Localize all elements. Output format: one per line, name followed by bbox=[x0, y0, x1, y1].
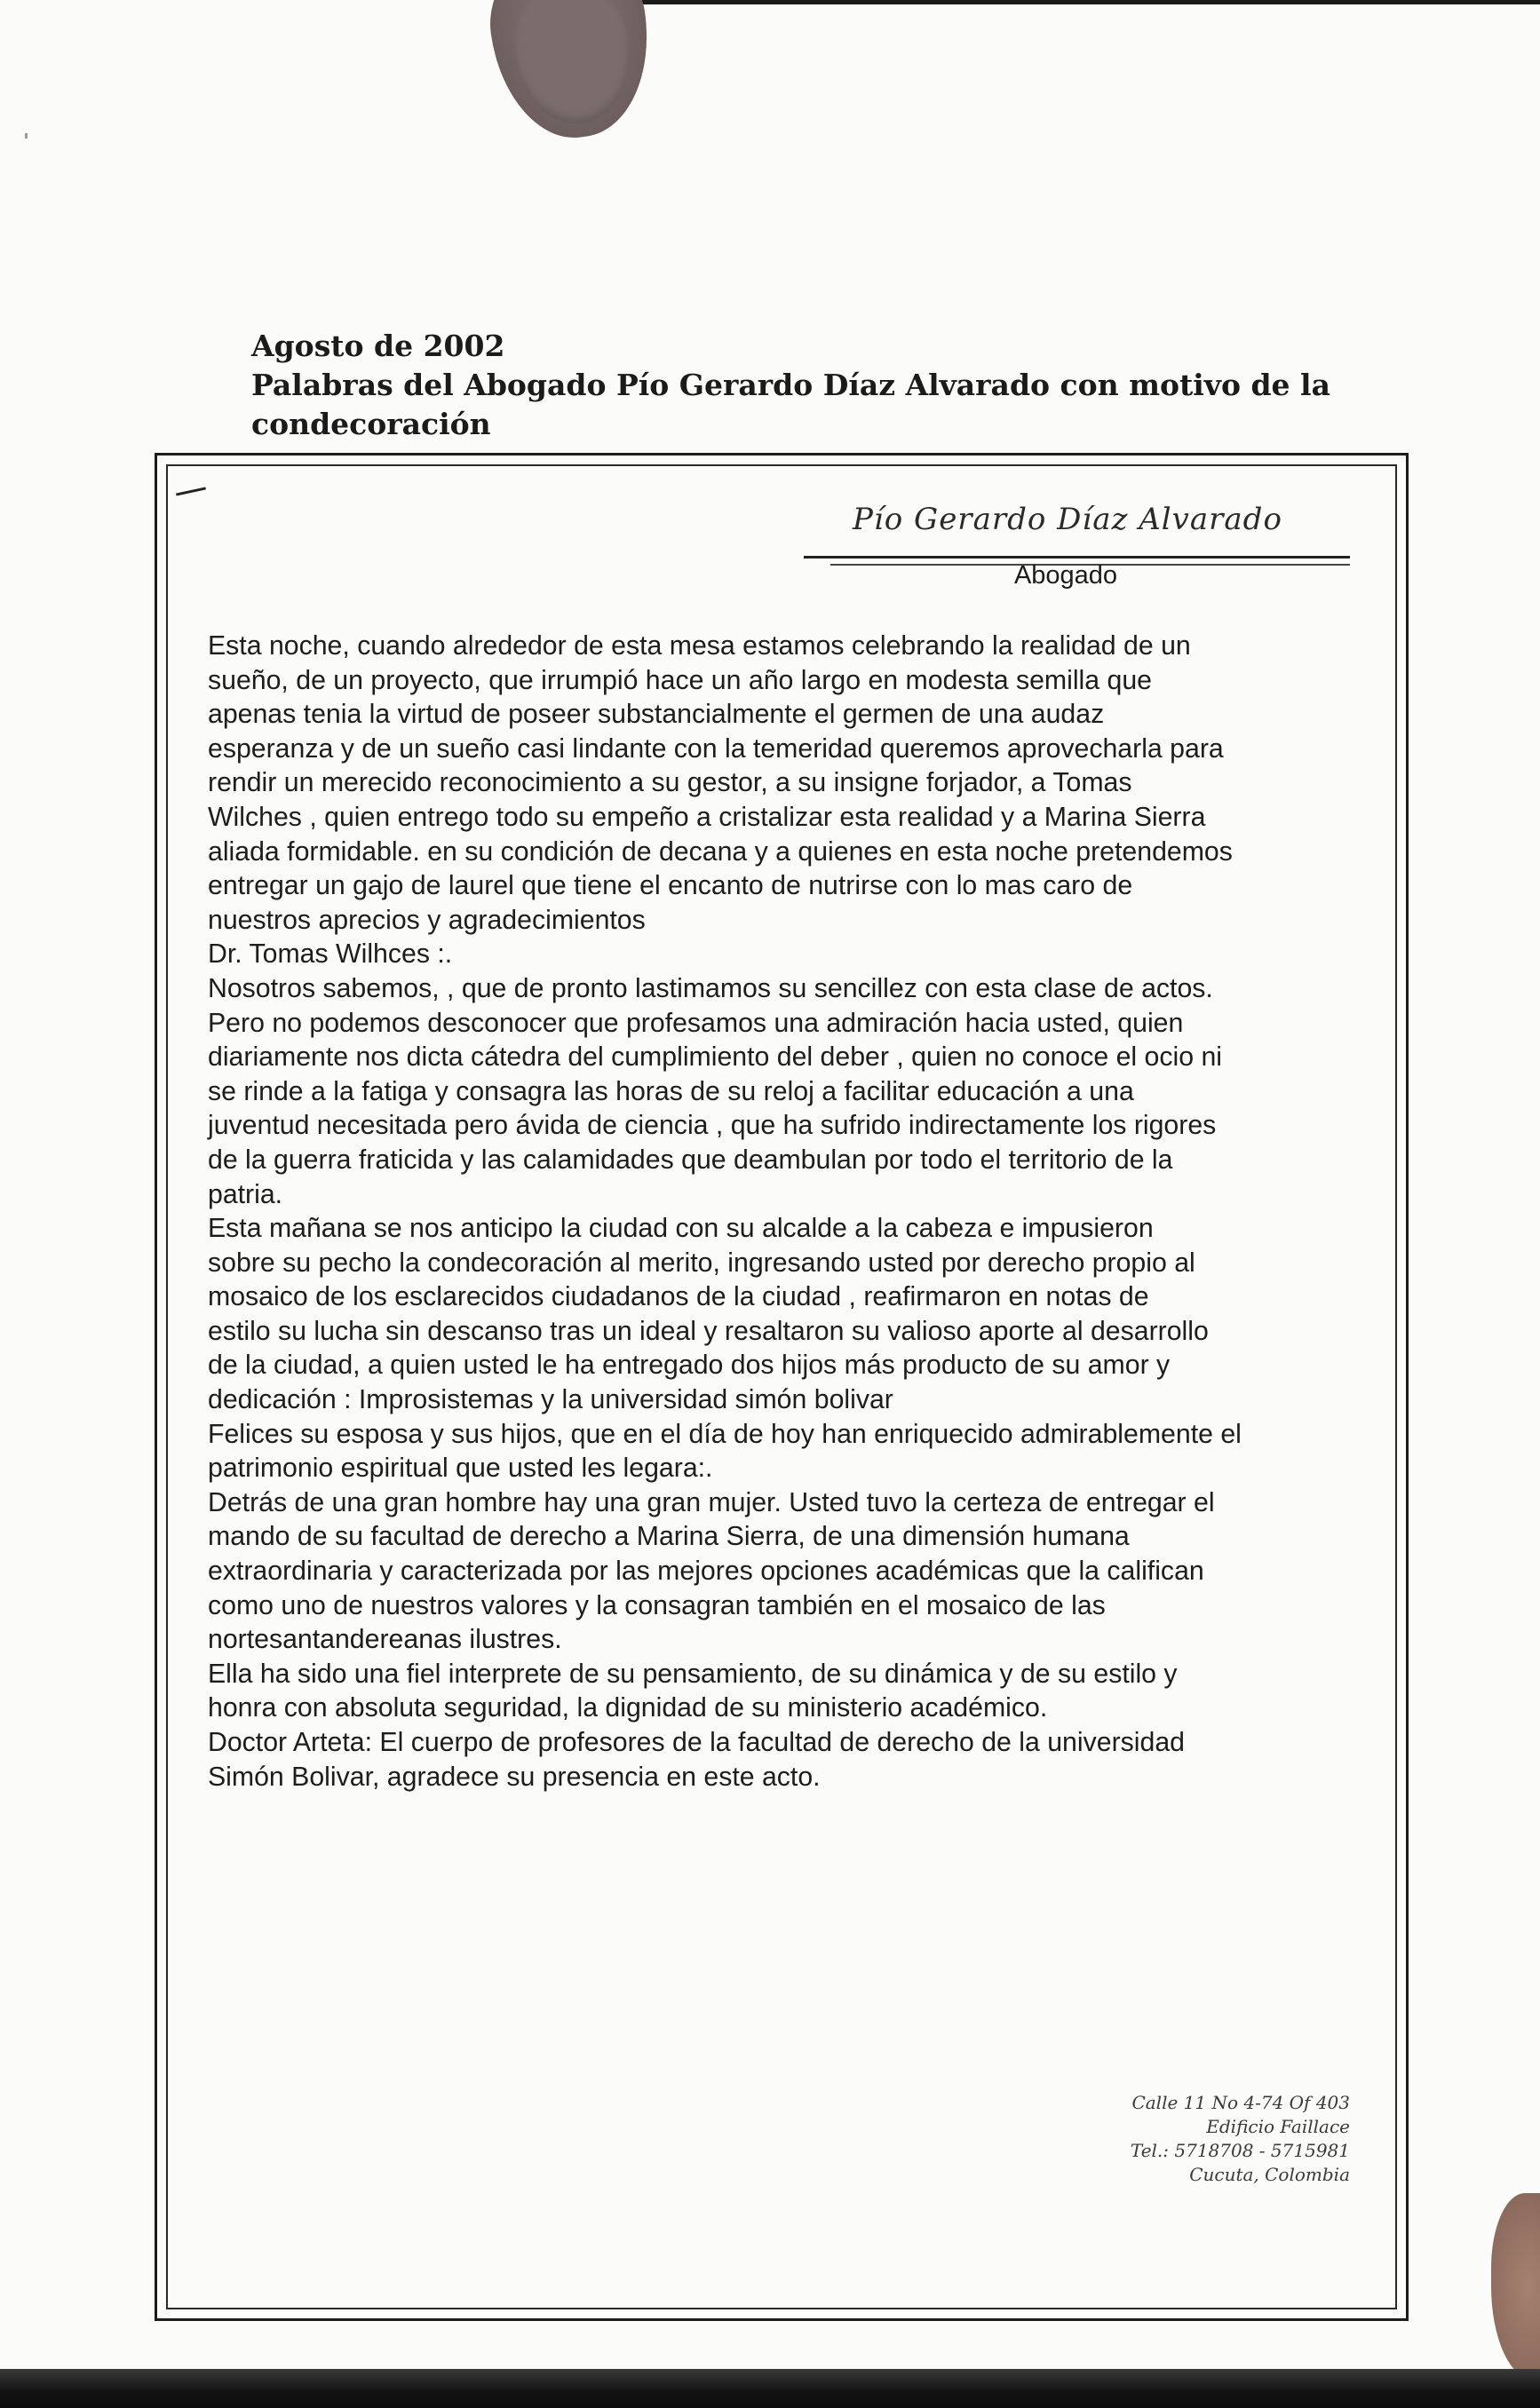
header-title-continued: condecoración bbox=[251, 407, 491, 441]
body-line: entregar un gajo de laurel que tiene el encanto de nutrirse con lo mas caro de bbox=[208, 870, 1133, 901]
footer-phone: Tel.: 5718708 - 5715981 bbox=[1130, 2140, 1350, 2161]
letter-body bbox=[208, 629, 1362, 1794]
signature-rule bbox=[804, 556, 1350, 558]
body-line: Doctor Arteta: El cuerpo de profesores de la facultad de derecho de la universidad bbox=[208, 1727, 1185, 1757]
body-line: Detrás de una gran hombre hay una gran mujer. Usted tuvo la certeza de entregar el bbox=[208, 1486, 1215, 1517]
background-surface bbox=[0, 2369, 1540, 2408]
body-line: extraordinaria y caracterizada por las mejores opciones académicas que la califican bbox=[208, 1556, 1204, 1587]
body-line: Ella ha sido una fiel interprete de su pensamiento, de su dinámica y de su estilo y bbox=[208, 1658, 1178, 1689]
footer-city: Cucuta, Colombia bbox=[1189, 2164, 1350, 2185]
body-line: sueño, de un proyecto, que irrumpió hace un año largo en modesta semilla que bbox=[208, 664, 1153, 695]
body-line: diariamente nos dicta cátedra del cumplimiento del deber , quien no conoce el ocio ni bbox=[208, 1042, 1223, 1073]
body-line: nuestros aprecios y agradecimientos bbox=[208, 904, 646, 935]
body-line: mando de su facultad de derecho a Marina Sierra, de una dimensión humana bbox=[208, 1521, 1130, 1552]
body-line: de la guerra fraticida y las calamidades que deambulan por todo el territorio de la bbox=[208, 1144, 1173, 1175]
body-line: aliada formidable. en su condición de decana y a quienes en esta noche pretendemos bbox=[208, 836, 1233, 867]
letterhead-footer bbox=[995, 2091, 1350, 2187]
body-line: patrimonio espiritual que usted les legara:. bbox=[208, 1453, 713, 1484]
body-line: nortesantandereanas ilustres. bbox=[208, 1624, 562, 1655]
holding-finger bbox=[1491, 2193, 1540, 2380]
body-line: patria. bbox=[208, 1178, 283, 1209]
body-line: sobre su pecho la condecoración al merito, ingresando usted por derecho propio al bbox=[208, 1247, 1195, 1278]
body-line: dedicación : Improsistemas y la universidad simón bolivar bbox=[208, 1384, 893, 1415]
body-line: estilo su lucha sin descanso tras un ideal y resaltaron su valioso aporte al desarrollo bbox=[208, 1315, 1209, 1346]
body-line: Dr. Tomas Wilhces :. bbox=[208, 939, 453, 970]
body-line: se rinde a la fatiga y consagra las horas de su reloj a facilitar educación a una bbox=[208, 1075, 1134, 1106]
body-line: Felices su esposa y sus hijos, que en el día de hoy han enriquecido admirablemente el bbox=[208, 1418, 1242, 1449]
body-line: Esta mañana se nos anticipo la ciudad con su alcalde a la cabeza e impusieron bbox=[208, 1213, 1154, 1244]
body-line: Simón Bolivar, agradece su presencia en este acto. bbox=[208, 1761, 821, 1792]
body-line: Wilches , quien entrego todo su empeño a cristalizar esta realidad y a Marina Sierra bbox=[208, 801, 1206, 832]
page-speck bbox=[25, 133, 28, 139]
holding-thumb bbox=[480, 0, 661, 147]
body-line: Esta noche, cuando alrededor de esta mesa estamos celebrando la realidad de un bbox=[208, 630, 1191, 661]
letterhead-signature: Pío Gerardo Díaz Alvarado bbox=[853, 502, 1282, 537]
body-line: honra con absoluta seguridad, la dignidad de su ministerio académico. bbox=[208, 1692, 1048, 1723]
body-line: Pero no podemos desconocer que profesamos una admiración hacia usted, quien bbox=[208, 1007, 1184, 1038]
thumbnail bbox=[504, 0, 640, 131]
header-title: Palabras del Abogado Pío Gerardo Díaz Alvarado con motivo de la bbox=[251, 368, 1330, 402]
footer-address: Calle 11 No 4-74 Of 403 bbox=[1131, 2092, 1350, 2113]
body-line: mosaico de los esclarecidos ciudadanos de la ciudad , reafirmaron en notas de bbox=[208, 1281, 1149, 1312]
footer-building: Edificio Faillace bbox=[1206, 2116, 1350, 2137]
body-line: rendir un merecido reconocimiento a su gestor, a su insigne forjador, a Tomas bbox=[208, 767, 1132, 798]
page-top-edge bbox=[613, 0, 1540, 4]
body-line: Nosotros sabemos, , que de pronto lastimamos su sencillez con esta clase de actos. bbox=[208, 972, 1213, 1003]
body-line: de la ciudad, a quien usted le ha entregado dos hijos más producto de su amor y bbox=[208, 1350, 1171, 1381]
body-line: esperanza y de un sueño casi lindante con la temeridad queremos aprovecharla para bbox=[208, 733, 1224, 764]
header-date: Agosto de 2002 bbox=[251, 329, 505, 363]
body-line: juventud necesitada pero ávida de ciencia , que ha sufrido indirectamente los rigores bbox=[208, 1110, 1217, 1141]
letterhead-title: Abogado bbox=[1013, 561, 1118, 590]
document-header bbox=[251, 327, 1406, 444]
body-line: apenas tenia la virtud de poseer substancialmente el germen de una audaz bbox=[208, 699, 1105, 730]
body-line: como uno de nuestros valores y la consagran también en el mosaico de las bbox=[208, 1589, 1106, 1620]
